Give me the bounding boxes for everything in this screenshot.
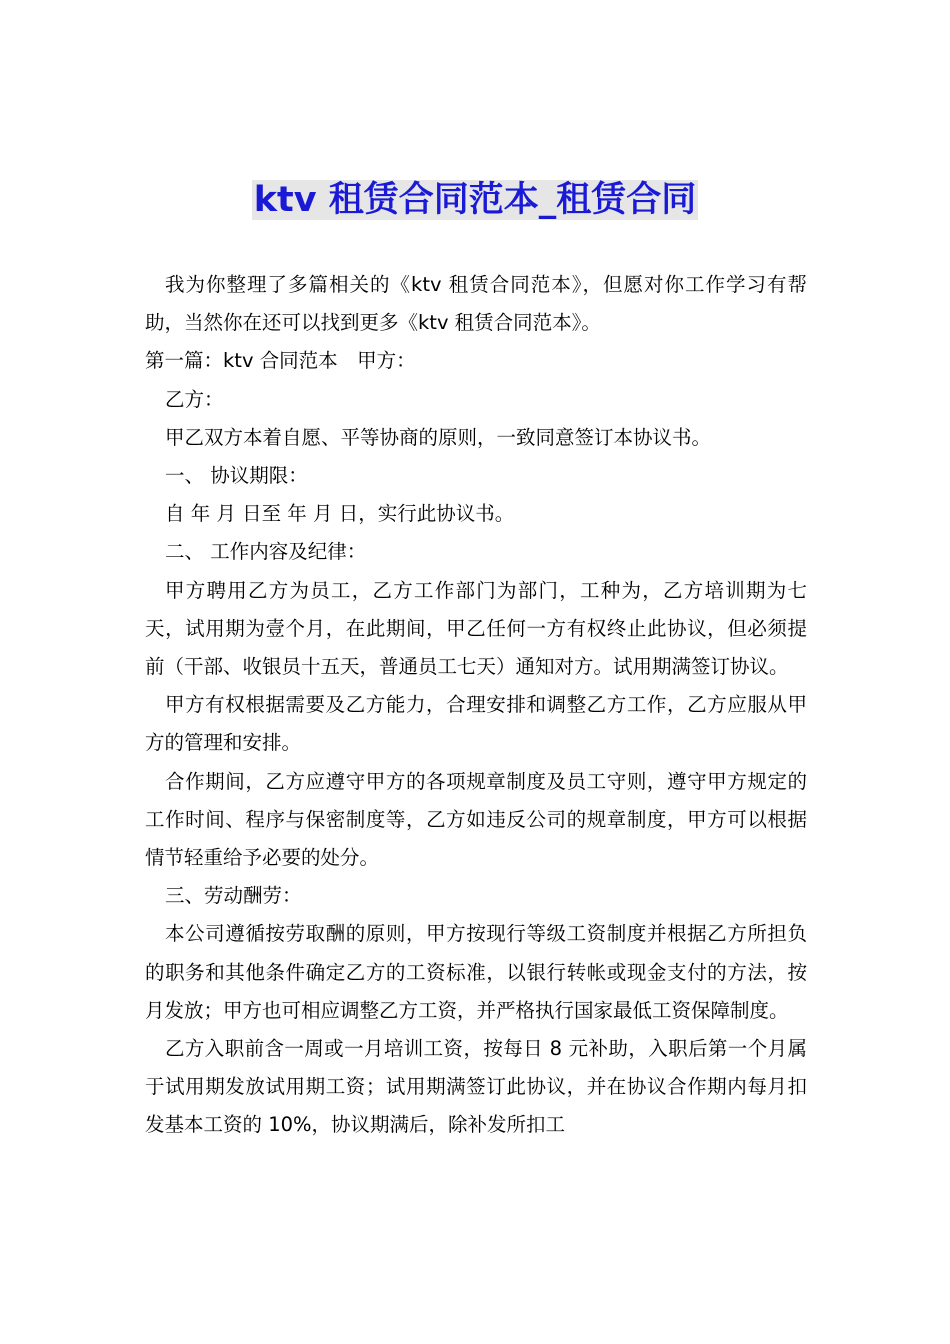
document-body <box>145 266 807 1145</box>
document-title: ktv 租赁合同范本_租赁合同 <box>253 180 697 220</box>
arrangement-paragraph: 甲方有权根据需要及乙方能力，合理安排和调整乙方工作，乙方应服从甲方的管理和安排。 <box>145 693 807 755</box>
term-paragraph: 自 年 月 日至 年 月 日，实行此协议书。 <box>165 502 515 526</box>
section-heading-first: 第一篇：ktv 合同范本 甲方： <box>145 349 416 373</box>
document-title-block <box>0 174 950 226</box>
clause-heading-work: 二、 工作内容及纪律： <box>165 540 367 564</box>
agreement-principle-paragraph: 甲乙双方本着自愿、平等协商的原则，一致同意签订本协议书。 <box>165 425 712 449</box>
discipline-paragraph: 合作期间，乙方应遵守甲方的各项规章制度及员工守则，遵守甲方规定的工作时间、程序与保密制度等，乙方如违反公司的规章制度，甲方可以根据情节轻重给予必要的处分。 <box>145 769 807 870</box>
party-b-line: 乙方： <box>165 387 224 411</box>
clause-heading-term: 一、 协议期限： <box>165 464 308 488</box>
employment-paragraph: 甲方聘用乙方为员工，乙方工作部门为部门，工种为，乙方培训期为七天，试用期为壹个月，在此期间，甲乙任何一方有权终止此协议，但必须提前（干部、收银员十五天，普通员工七天）通知对方。试用期满签订协议。 <box>145 578 807 679</box>
training-pay-paragraph: 乙方入职前含一周或一月培训工资，按每日 8 元补助，入职后第一个月属于试用期发放试用期工资；试用期满签订此协议，并在协议合作期内每月扣发基本工资的 10%，协议期满后，除补发所扣工 <box>145 1037 807 1137</box>
intro-paragraph: 我为你整理了多篇相关的《ktv 租赁合同范本》，但愿对你工作学习有帮助，当然你在还可以找到更多《ktv 租赁合同范本》。 <box>145 273 807 335</box>
pay-principle-paragraph: 本公司遵循按劳取酬的原则，甲方按现行等级工资制度并根据乙方所担负的职务和其他条件确定乙方的工资标准，以银行转帐或现金支付的方法，按月发放；甲方也可相应调整乙方工资，并严格执行国家最低工资保障制度。 <box>145 922 807 1022</box>
clause-heading-pay: 三、劳动酬劳： <box>165 884 302 908</box>
